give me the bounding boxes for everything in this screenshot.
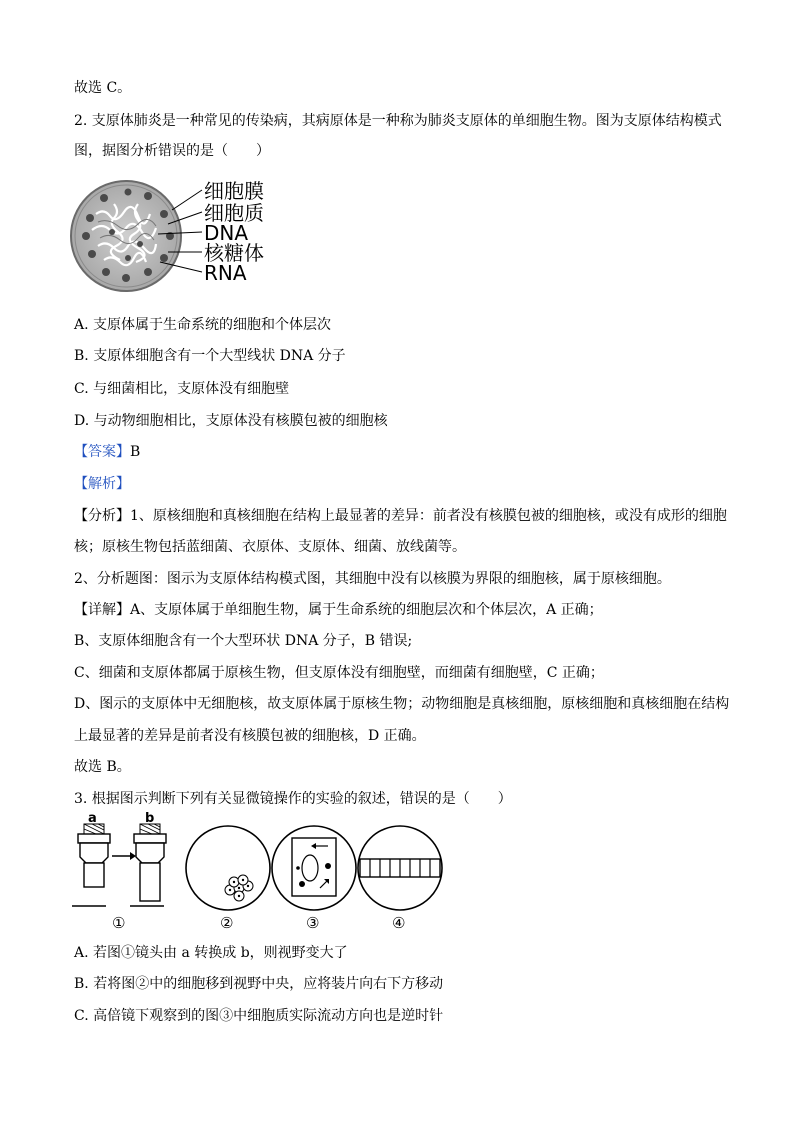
chloroplast [296,866,300,870]
caption-1: ① [112,914,126,932]
label-cell-membrane: 细胞膜 [204,179,264,203]
caption-3: ③ [306,914,320,932]
lens-b-label: b [145,812,155,826]
chloroplast [299,881,305,887]
microscope-diagram [66,812,446,936]
cell-vacuole [302,855,318,881]
objective-lens-a [78,812,110,887]
analysis-1 [74,506,727,526]
option-d: D. 与动物细胞相比，支原体没有核膜包被的细胞核 [74,413,388,429]
detail-text: A、支原体属于单细胞生物，属于生命系统的细胞层次和个体层次，A 正确； [130,602,603,618]
detail-d-2: 上最显著的差异是前者没有核膜包被的细胞核，D 正确。 [74,728,426,744]
question-3-stem: 3. 根据图示判断下列有关显微镜操作的实验的叙述，错误的是（ ） [74,791,512,807]
conclusion-line: 故选 B。 [74,759,131,775]
question-3-option-b: B. 若将图②中的细胞移到视野中央，应将装片向右下方移动 [74,976,444,992]
question-3-option-a: A. 若图①镜头由 a 转换成 b，则视野变大了 [74,945,348,961]
detail-b: B、支原体细胞含有一个大型环状 DNA 分子，B 错误; [74,633,413,649]
analysis-1-text: 1、原核细胞和真核细胞在结构上最显著的差异：前者没有核膜包被的细胞核，或没有成形的细胞 [130,508,727,524]
option-b: B. 支原体细胞含有一个大型线状 DNA 分子 [74,348,346,364]
caption-2: ② [220,914,234,932]
answer-line [74,442,140,462]
question-2-stem: 2. 支原体肺炎是一种常见的传染病，其病原体是一种称为肺炎支原体的单细胞生物。图为支原体结构模式 [74,113,722,129]
mycoplasma-diagram [68,174,288,294]
label-ribosome: 核糖体 [204,241,264,265]
analysis-tag: 【解析】 [74,476,130,492]
caption-4: ④ [392,914,406,932]
answer-value: B [130,444,141,460]
label-cytoplasm: 细胞质 [204,201,264,225]
switch-arrow-head [130,852,136,860]
chloroplast [325,863,331,869]
analysis-1-tag: 【分析】 [74,508,130,524]
detail-c: C、细菌和支原体都属于原核生物，但支原体没有细胞壁，而细菌有细胞壁，C 正确； [74,665,604,681]
option-a: A. 支原体属于生命系统的细胞和个体层次 [74,317,332,333]
question-2-stem-cont: 图，据图分析错误的是（ ） [74,143,270,159]
label-dna: DNA [204,221,249,245]
lens-a-label: a [88,812,97,826]
label-rna: RNA [204,261,247,285]
mycoplasma-figure [68,174,288,298]
analysis-line [74,474,130,494]
detail-d-1: D、图示的支原体中无细胞核，故支原体属于原核生物；动物细胞是真核细胞，原核细胞和真核细胞在结构 [74,696,730,712]
microscope-figure [66,812,446,940]
option-c: C. 与细菌相比，支原体没有细胞壁 [74,381,290,397]
question-3-option-c: C. 高倍镜下观察到的图③中细胞质实际流动方向也是逆时针 [74,1008,444,1024]
detail-tag: 【详解】 [74,602,130,618]
detail-line [74,600,603,620]
analysis-1-cont: 核；原核生物包括蓝细菌、衣原体、支原体、细菌、放线菌等。 [74,539,466,555]
objective-lens-b [134,812,166,901]
answer-tag: 【答案】 [74,444,130,460]
field-of-view-2 [186,826,270,910]
analysis-2: 2、分析题图：图示为支原体结构模式图，其细胞中没有以核膜为界限的细胞核，属于原核细胞。 [74,571,671,587]
text-line: 故选 C。 [74,80,132,96]
